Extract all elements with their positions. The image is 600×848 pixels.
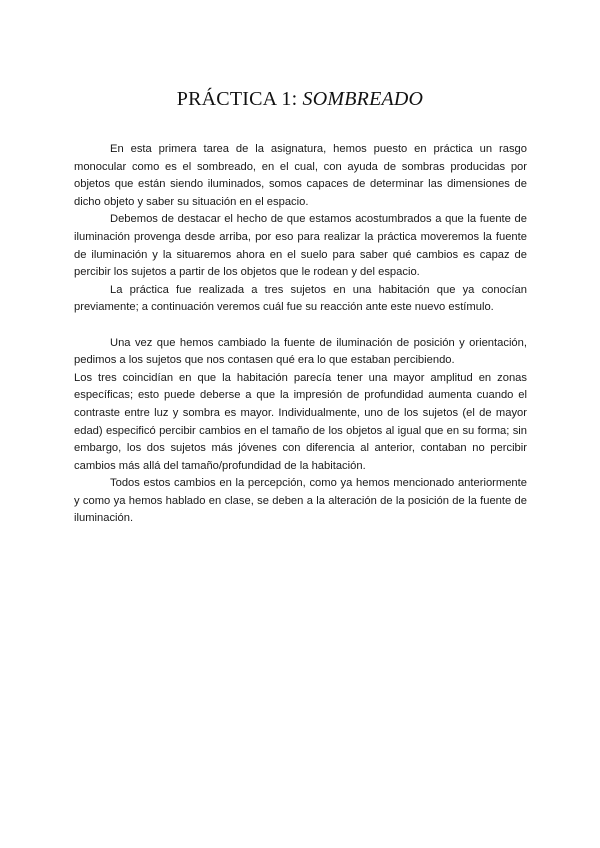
paragraph-2: Debemos de destacar el hecho de que estamos acostumbrados a que la fuente de iluminación provenga desde arriba, por eso para realizar la práctica moveremos la fuente de iluminación y la situaremos ahora en el suelo para saber qué cambios es capaz de percibir los sujetos a partir de los objetos que le rodean y del espacio. [74,213,527,279]
paragraph-1: En esta primera tarea de la asignatura, hemos puesto en práctica un rasgo monocular como es el sombreado, en el cual, con ayuda de sombras producidas por objetos que están siendo iluminados, somos capaces de determinar las dimensiones de dicho objeto y saber su situación en el espacio. [74,143,527,208]
page-title [0,88,600,111]
paragraph-3: La práctica fue realizada a tres sujetos en una habitación que ya conocían previamente; a continuación veremos cuál fue su reacción ante este nuevo estímulo. [74,283,527,314]
paragraph-5: Los tres coincidían en que la habitación parecía tener una mayor amplitud en zonas específicas; esto puede deberse a que la impresión de profundidad aumenta cuando el contraste entre luz y sombra es mayor. Individualmente, uno de los sujetos (el de mayor edad) especificó percibir cambios en el tamaño de los objetos al igual que en su forma; sin embargo, los dos sujetos más jóvenes con diferencia al anterior, contaban no percibir cambios más allá del tamaño/profundidad de la habitación. [74,371,527,472]
title-italic: SOMBREADO [302,88,424,110]
paragraph-6: Todos estos cambios en la percepción, como ya hemos mencionado anteriormente y como ya hemos hablado en clase, se deben a la alteración de la posición de la fuente de iluminación. [74,477,527,525]
paragraph-spacer [74,317,527,335]
paragraph-4: Una vez que hemos cambiado la fuente de iluminación de posición y orientación, pedimos a los sujetos que nos contasen qué era lo que estaban percibiendo. [74,336,527,367]
body-text [74,141,527,528]
title-main: PRÁCTICA 1: [176,88,298,110]
